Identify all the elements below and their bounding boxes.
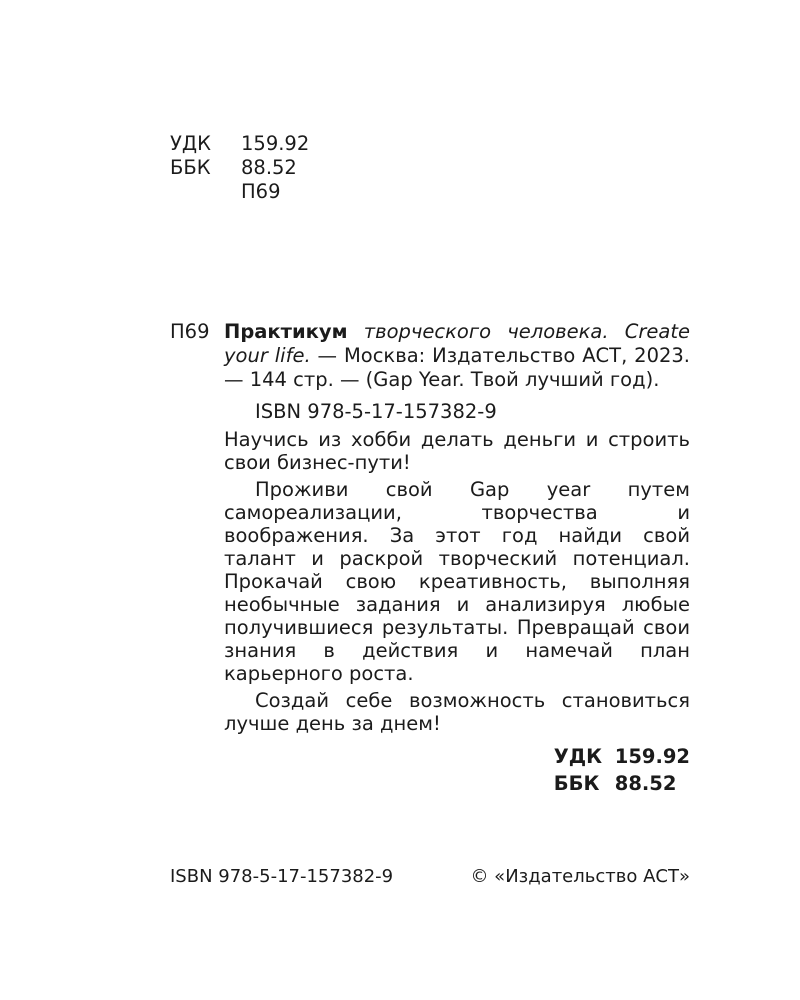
entry-author-sign: П69 [170, 320, 210, 343]
title-bold: Практикум [224, 320, 348, 343]
bottom-udk-label: УДК [553, 745, 603, 768]
footer-copyright: © «Издательство АСТ» [470, 866, 690, 887]
bottom-bbk-value: 88.52 [614, 772, 677, 795]
entry-isbn: ISBN 978-5-17-157382-9 [255, 400, 497, 423]
classification-codes [170, 132, 309, 204]
author-sign: П69 [241, 180, 281, 203]
cutter-row [170, 180, 309, 204]
bottom-bbk-label: ББК [553, 772, 600, 795]
annotation-paragraph: Проживи свой Gap year путем самореализации, творчества и воображения. За этот год найди свой талант и раскрой творческий потенциал. Прокачай свою креативность, выполняя необычные задания и анализируя любые получившиеся результаты. Превращай свои знания в действия и намечай план карьерного роста. [224, 478, 690, 685]
annotation-paragraph: Научись из хобби делать деньги и строить свои бизнес-пути! [224, 428, 690, 474]
annotation [224, 400, 690, 797]
bottom-codes [224, 743, 690, 797]
page-footer [170, 866, 690, 887]
bbk-value: 88.52 [241, 156, 297, 179]
bibliographic-description [224, 320, 690, 392]
udk-value: 159.92 [241, 132, 310, 155]
bottom-udk-value: 159.92 [614, 745, 690, 768]
title-italic: творческого человека. Create your life. [224, 320, 691, 367]
imprint: — Москва: Издательство АСТ, 2023. — 144 стр. — (Gap Year. Твой лучший год). [224, 344, 690, 391]
udk-row [170, 132, 309, 156]
footer-isbn: ISBN 978-5-17-157382-9 [170, 866, 394, 887]
bbk-label: ББК [170, 156, 211, 179]
annotation-paragraph: Создай себе возможность становиться лучше день за днем! [224, 689, 690, 735]
catalog-entry [170, 320, 690, 797]
udk-label: УДК [170, 132, 211, 155]
bibliographic-record [170, 320, 690, 392]
bbk-row [170, 156, 309, 180]
